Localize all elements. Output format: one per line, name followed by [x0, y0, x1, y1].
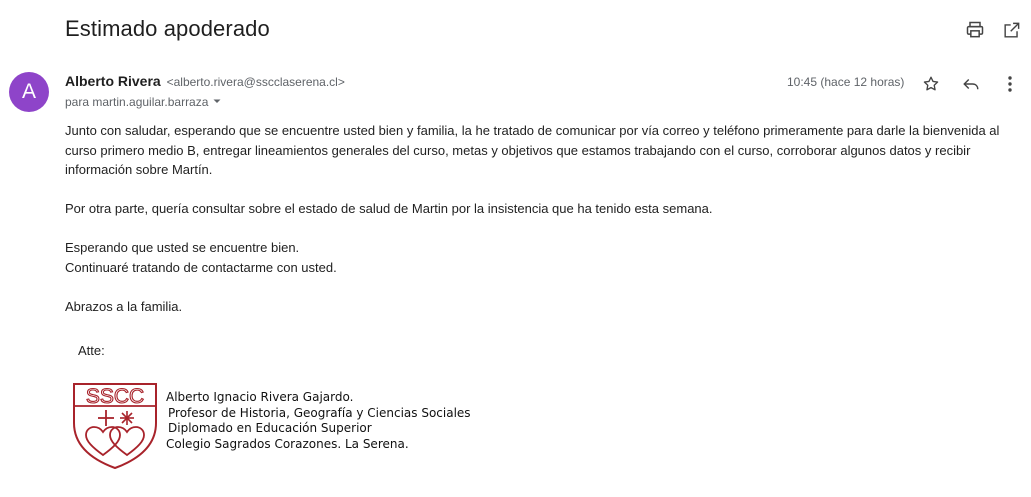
sender-line: [65, 73, 345, 89]
body-paragraph: Esperando que usted se encuentre bien.: [65, 240, 300, 255]
signature-line: Profesor de Historia, Geografía y Ciencias Sociales: [168, 405, 471, 420]
sender-email: <alberto.rivera@sscclaserena.cl>: [166, 75, 345, 89]
star-icon[interactable]: [920, 73, 942, 95]
logo-text: SSCC: [85, 385, 145, 408]
signature-atte: Atte:: [78, 343, 105, 358]
sender-name[interactable]: Alberto Rivera: [65, 73, 161, 89]
body-paragraph: Junto con saludar, esperando que se encuentre usted bien y familia, la he tratado de comunicar por vía correo y teléfono primeramente para darle la bienvenida al curso primero medio B, entregar lineamientos generales del curso, metas y objetivos que estamos trabajando con el curso, corroborar algunos datos y recibir información sobre Martín.: [65, 123, 1000, 177]
open-in-new-window-icon[interactable]: [1000, 19, 1022, 41]
signature-block: [166, 390, 471, 452]
school-logo: [72, 383, 158, 469]
recipient-text: para martin.aguilar.barraza: [65, 95, 209, 109]
sender-avatar: A: [9, 72, 49, 112]
print-icon[interactable]: [964, 19, 986, 41]
reply-icon[interactable]: [960, 73, 982, 95]
recipient-toggle[interactable]: [65, 95, 222, 109]
signature-line: Diplomado en Educación Superior: [168, 421, 372, 435]
body-paragraph: Por otra parte, quería consultar sobre el estado de salud de Martin por la insistencia que ha tenido esta semana.: [65, 201, 713, 216]
email-subject: Estimado apoderado: [65, 16, 270, 41]
signature-line: Colegio Sagrados Corazones. La Serena.: [166, 436, 409, 451]
signature-line: Alberto Ignacio Rivera Gajardo.: [166, 390, 354, 404]
body-paragraph: Continuaré tratando de contactarme con usted.: [65, 259, 337, 275]
dropdown-arrow-icon: [212, 95, 222, 109]
body-paragraph: Abrazos a la familia.: [65, 298, 183, 314]
email-time: 10:45 (hace 12 horas): [787, 75, 905, 89]
email-body: [65, 121, 1015, 316]
more-vert-icon[interactable]: [999, 73, 1021, 95]
